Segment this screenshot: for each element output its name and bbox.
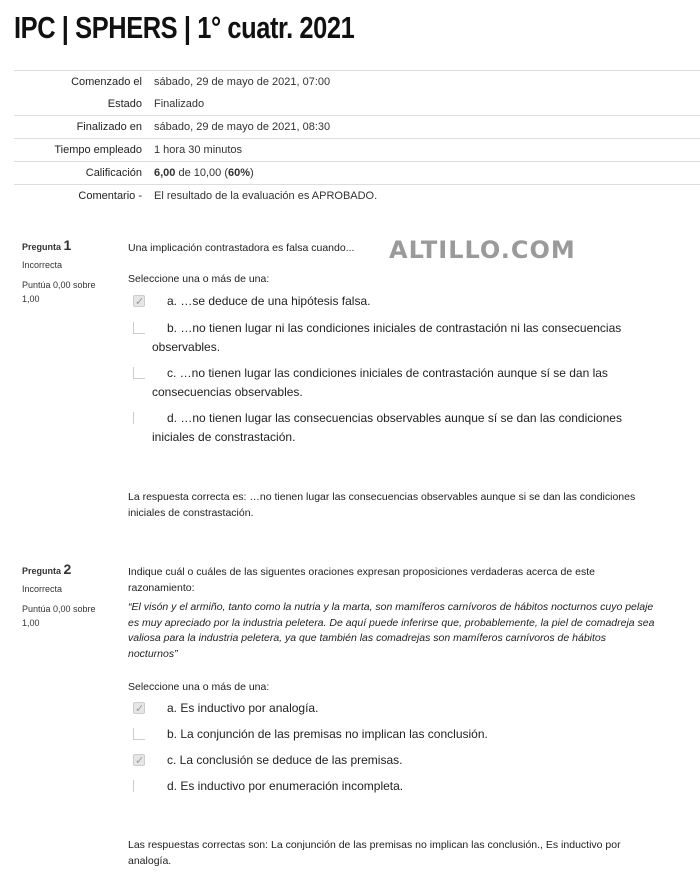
checkbox[interactable] (133, 322, 145, 334)
answer-option-b[interactable] (128, 319, 658, 357)
question-text: Una implicación contrastadora es falsa cuando... (128, 242, 355, 254)
checkbox[interactable] (133, 295, 145, 307)
question-number-value: 1 (63, 237, 72, 253)
summary-key: Tiempo empleado (54, 144, 142, 156)
checkbox[interactable] (133, 754, 145, 766)
answer-option-c[interactable] (128, 364, 658, 402)
summary-value (154, 167, 254, 179)
option-label: b. …no tienen lugar ni las condiciones iniciales de contrastación ni las consecuencias observables. (152, 321, 622, 354)
option-label: a. Es inductivo por analogía. (167, 701, 319, 715)
summary-key: Comenzado el (71, 76, 142, 88)
summary-key: Comentario - (78, 190, 142, 202)
summary-row-grade (14, 161, 700, 184)
summary-value: sábado, 29 de mayo de 2021, 08:30 (154, 121, 331, 133)
summary-row-started (14, 70, 700, 93)
correct-answer-feedback: Las respuestas correctas son: La conjunción de las premisas no implican las conclusión., Es inductivo por analogía. (128, 839, 621, 867)
answer-prompt: Seleccione una o más de una: (128, 681, 270, 693)
answer-option-d[interactable] (128, 777, 658, 796)
correct-answer-feedback: La respuesta correcta es: …no tienen lugar las consecuencias observables aunque si se dan las condiciones iniciales de constrastación. (128, 491, 636, 519)
checkbox[interactable] (133, 412, 145, 424)
answer-option-a[interactable] (128, 292, 658, 311)
question-info-1 (22, 238, 122, 306)
option-label: c. …no tienen lugar las condiciones iniciales de contrastación aunque sí se dan las consecuencias observables. (152, 366, 608, 399)
answer-prompt: Seleccione una o más de una: (128, 273, 270, 285)
summary-key: Estado (107, 98, 142, 110)
answer-option-b[interactable] (128, 725, 658, 744)
page-title: IPC | SPHERS | 1° cuatr. 2021 (14, 10, 355, 45)
answer-option-c[interactable] (128, 751, 658, 770)
option-label: a. …se deduce de una hipótesis falsa. (167, 294, 371, 308)
answer-option-d[interactable] (128, 409, 658, 447)
grade-max: de 10,00 ( (175, 167, 229, 179)
summary-value: sábado, 29 de mayo de 2021, 07:00 (154, 76, 331, 88)
summary-key: Finalizado en (76, 121, 142, 133)
grade-score: 6,00 (154, 167, 176, 179)
question-state: Incorrecta (22, 260, 63, 270)
option-label: b. La conjunción de las premisas no implican las conclusión. (167, 727, 488, 741)
grade-close: ) (250, 167, 254, 179)
checkbox[interactable] (133, 367, 145, 379)
summary-row-finished (14, 115, 700, 138)
summary-value: El resultado de la evaluación es APROBADO. (154, 190, 378, 202)
question-number (22, 238, 122, 254)
summary-value: Finalizado (154, 98, 205, 110)
option-label: c. La conclusión se deduce de las premisas. (167, 753, 403, 767)
summary-row-comment (14, 184, 700, 207)
grade-percent: 60% (228, 167, 251, 179)
question-state: Incorrecta (22, 584, 63, 594)
question-label: Pregunta (22, 242, 62, 252)
question-grade: Puntúa 0,00 sobre 1,00 (22, 604, 96, 628)
checkbox[interactable] (133, 780, 145, 792)
question-number (22, 562, 122, 578)
question-info-2 (22, 562, 122, 630)
checkbox[interactable] (133, 728, 145, 740)
question-label: Pregunta (22, 566, 62, 576)
question-number-value: 2 (63, 561, 72, 577)
question-grade: Puntúa 0,00 sobre 1,00 (22, 280, 96, 304)
watermark: ALTILLO.COM (389, 236, 576, 264)
attempt-summary-table (14, 70, 700, 207)
option-label: d. Es inductivo por enumeración incompleta. (167, 779, 404, 793)
summary-row-time-taken (14, 138, 700, 161)
question-text: Indique cuál o cuáles de las siguentes oraciones expresan proposiciones verdaderas acerca de este razonamiento: (128, 566, 595, 594)
summary-value: 1 hora 30 minutos (154, 144, 243, 156)
option-label: d. …no tienen lugar las consecuencias observables aunque sí se dan las condiciones iniciales de constrastación. (152, 411, 622, 444)
summary-key: Calificación (85, 167, 142, 179)
checkbox[interactable] (133, 702, 145, 714)
answer-option-a[interactable] (128, 699, 658, 718)
summary-row-state (14, 93, 700, 115)
question-quote: “El visón y el armiño, tanto como la nutria y la marta, son mamíferos carnívoros de hábitos nocturnos cuyo pelaje es muy apreciado por la industria peletera. De aquí puede inferirse que, probablemente, la piel de comadreja sea valiosa para la industria peletera, ya que también las comadrejas son mamíferos carnívoros de hábitos nocturnos” (128, 601, 655, 660)
